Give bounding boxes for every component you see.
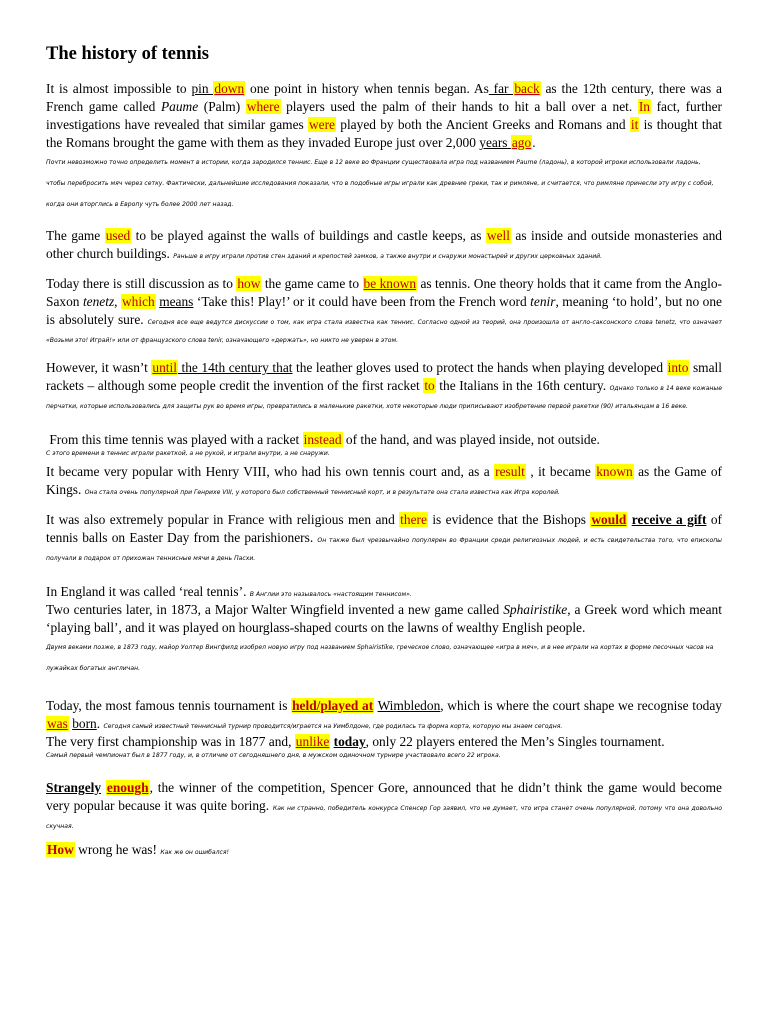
text: , which is where the court shape we recognise today bbox=[440, 698, 722, 713]
highlighted-word: where bbox=[246, 99, 280, 114]
russian-translation: Почти невозможно точно определить момент в истории, когда зародился теннис. Еще в 12 веке во Франции существовала игра под названием Paume (ладонь), в которой игроки использовали ладонь, чтобы перебросить мяч через сетку. Фактически, дальнейшие исследования показали, что в подобные игры играли как древние греки, так и римляне, и считается, что римляне принесли эту игру с собой, когда они вторглись в Европу чуть более 2000 лет назад. bbox=[46, 159, 714, 208]
highlighted-word: back bbox=[514, 81, 540, 96]
text: Today there is still discussion as to bbox=[46, 276, 237, 291]
italic-word: tenetz bbox=[82, 294, 115, 309]
paragraph-1 bbox=[46, 80, 722, 152]
underlined-text: born bbox=[72, 716, 97, 731]
russian-translation: Как же он ошибался! bbox=[160, 849, 229, 856]
text: In England it was called ‘real tennis’. bbox=[46, 584, 247, 599]
underlined-text: far bbox=[488, 81, 514, 96]
paragraph-7 bbox=[46, 511, 722, 565]
text: wrong he was! bbox=[74, 842, 157, 857]
russian-translation: Сегодня самый известный теннисный турнир проводится/играется на Уимблдоне, где родилась та форма корта, которую мы знаем сегодня. bbox=[103, 723, 563, 730]
paragraph-4 bbox=[46, 359, 722, 413]
text: , the winner of the competition, Spencer Gore, announced that he didn’t think the game would become very popular because it was quite boring. bbox=[46, 780, 723, 813]
highlighted-word: known bbox=[596, 464, 633, 479]
page-title: The history of tennis bbox=[46, 44, 209, 64]
text: as tennis. One theory holds that it came from the Anglo-Saxon bbox=[46, 276, 722, 309]
russian-translation: Двумя веками позже, в 1873 году, майор Уолтер Вингфилд изобрел новую игру под названием Sphairistike, греческое слово, означающее «игра в мяч», и в нее играли на кортах в форме песочных часов на лужайках богатых англичан. bbox=[46, 644, 714, 672]
text: ‘Take this! Play!’ or it could have been from the French word bbox=[193, 294, 531, 309]
highlighted-word: down bbox=[214, 81, 245, 96]
text: is thought that the Romans brought the game with them as they invaded Europe just over 2,000 bbox=[46, 117, 722, 150]
highlighted-word: enough bbox=[106, 780, 149, 795]
russian-translation: С этого времени в теннис играли ракеткой, а не рукой, и играли внутри, а не снаружи. bbox=[46, 450, 330, 457]
russian-translation: Раньше в игру играли против стен зданий и крепостей замков, а также внутри и снаружи монастырей и других церковных зданий. bbox=[173, 253, 603, 260]
text: (Palm) bbox=[198, 99, 246, 114]
underlined-text: years bbox=[479, 135, 511, 150]
highlighted-word: well bbox=[486, 228, 510, 243]
text: as the 12th century, there was a French game called bbox=[46, 81, 722, 114]
text: as the Game of Kings. bbox=[46, 464, 722, 497]
text: the leather gloves used to protect the hands when playing developed bbox=[292, 360, 667, 375]
text: to be played against the walls of buildings and castle keeps, as bbox=[131, 228, 486, 243]
paragraph-9 bbox=[46, 697, 722, 751]
highlighted-word: how bbox=[237, 276, 261, 291]
highlighted-word: it bbox=[630, 117, 639, 132]
russian-translation: Как ни странно, победитель конкурса Спенсер Гор заявил, что не думает, что игра станет очень популярной, потому что она довольно скучная. bbox=[46, 805, 722, 830]
text: one point in history when tennis began. As bbox=[245, 81, 489, 96]
text: , bbox=[114, 294, 121, 309]
russian-translation: Она стала очень популярной при Генрихе VIII, у которого был собственный теннисный корт, и в результате она стала известна как Игра королей. bbox=[84, 489, 560, 496]
highlighted-word: there bbox=[400, 512, 427, 527]
paragraph-8 bbox=[46, 583, 722, 637]
text: players used the palm of their hands to hit a ball over a net. bbox=[280, 99, 638, 114]
text: , meaning ‘to hold’, but no one is absolutely sure. bbox=[46, 294, 722, 327]
text: It became very popular with Henry VIII, who had his own tennis court and, as a bbox=[46, 464, 495, 479]
text: From this time tennis was played with a racket bbox=[49, 432, 303, 447]
text: It was also extremely popular in France with religious men and bbox=[46, 512, 400, 527]
paragraph-10 bbox=[46, 779, 722, 833]
highlighted-word: instead bbox=[303, 432, 342, 447]
text: of the hand, and was played inside, not outside. bbox=[342, 432, 600, 447]
text: Today, the most famous tennis tournament is bbox=[46, 698, 292, 713]
highlighted-word: used bbox=[105, 228, 131, 243]
italic-word: Paume bbox=[160, 99, 199, 114]
underlined-text: Strangely bbox=[46, 780, 102, 795]
russian-translation: Он также был чрезвычайно популярен во Франции среди религиозных людей, и есть свидетельства того, что епископы получали в подарок от прихожан теннисные мячи в день Пасхи. bbox=[46, 537, 722, 562]
highlighted-word: which bbox=[121, 294, 155, 309]
text: Two centuries later, in 1873, a Major Walter Wingfield invented a new game called bbox=[46, 602, 504, 617]
highlighted-word: ago bbox=[511, 135, 532, 150]
italic-word: Sphairistike bbox=[503, 602, 568, 617]
text: . bbox=[96, 716, 101, 731]
text: fact, further investigations have revealed that similar games bbox=[46, 99, 723, 132]
russian-translation: В Англии это называлось «настоящим теннисом». bbox=[249, 591, 412, 598]
paragraph-3 bbox=[46, 275, 722, 347]
highlighted-word: held/played at bbox=[292, 698, 374, 713]
highlighted-word: into bbox=[667, 360, 689, 375]
highlighted-word: until bbox=[152, 360, 177, 375]
highlighted-word: was bbox=[47, 716, 68, 731]
underlined-text: receive a gift bbox=[631, 512, 707, 527]
highlighted-word: result bbox=[495, 464, 525, 479]
text: The very first championship was in 1877 and, bbox=[46, 734, 295, 749]
underlined-text: Wimbledon bbox=[377, 698, 441, 713]
russian-translation: Сегодня все еще ведутся дискуссии о том, как игра стала известна как теннис. Согласно одной из теорий, она произошла от англо-саксонского слова tenetz, что означает «Возьми это! Играй!» или от французского слова tenir, означающего «держать», но никто не уверен в этом. bbox=[46, 319, 722, 344]
text: , it became bbox=[525, 464, 596, 479]
underlined-text: means bbox=[159, 294, 194, 309]
text: The game bbox=[46, 228, 105, 243]
highlighted-word: were bbox=[308, 117, 336, 132]
highlighted-word: be known bbox=[363, 276, 417, 291]
paragraph-2 bbox=[46, 227, 722, 263]
text: played by both the Ancient Greeks and Romans and bbox=[336, 117, 630, 132]
text: small rackets – although some people credit the invention of the first racket bbox=[46, 360, 722, 393]
text: as inside and outside monasteries and other church buildings. bbox=[46, 228, 723, 261]
underlined-text: pin bbox=[191, 81, 214, 96]
text: , only 22 players entered the Men’s Singles tournament. bbox=[365, 734, 665, 749]
russian-translation: Однако только в 14 веке кожаные перчатки, которые использовались для защиты рук во время игры, превратились в маленькие ракетки, хотя некоторые люди приписывают изобретение первой ракетки (90) итальянцам в 16 веке. bbox=[46, 385, 722, 410]
highlighted-word: would bbox=[591, 512, 627, 527]
text: . bbox=[532, 135, 536, 150]
russian-translation: Самый первый чемпионат был в 1877 году, и, в отличие от сегодняшнего дня, в мужском одиночном турнире участвовало всего 22 игрока. bbox=[46, 752, 501, 759]
paragraph-11 bbox=[46, 841, 722, 859]
paragraph-5 bbox=[46, 431, 722, 449]
text: However, it wasn’t bbox=[46, 360, 152, 375]
paragraph-6 bbox=[46, 463, 722, 499]
text: , a Greek word which meant ‘playing ball’, and it was played on hourglass-shaped courts on the lawns of wealthy English people. bbox=[46, 602, 722, 635]
highlighted-word: unlike bbox=[295, 734, 330, 749]
document-page bbox=[46, 42, 722, 859]
highlighted-word: to bbox=[424, 378, 435, 393]
text: the Italians in the 16th century. bbox=[435, 378, 607, 393]
text: the game came to bbox=[261, 276, 363, 291]
text: of tennis balls on Easter Day from the parishioners. bbox=[46, 512, 722, 545]
text: It is almost impossible to bbox=[46, 81, 192, 96]
italic-word: tenir bbox=[530, 294, 556, 309]
underlined-text: today bbox=[333, 734, 366, 749]
highlighted-word: In bbox=[638, 99, 650, 114]
underlined-text: the 14th century that bbox=[177, 360, 293, 375]
highlighted-word: How bbox=[47, 842, 74, 857]
text: is evidence that the Bishops bbox=[427, 512, 591, 527]
